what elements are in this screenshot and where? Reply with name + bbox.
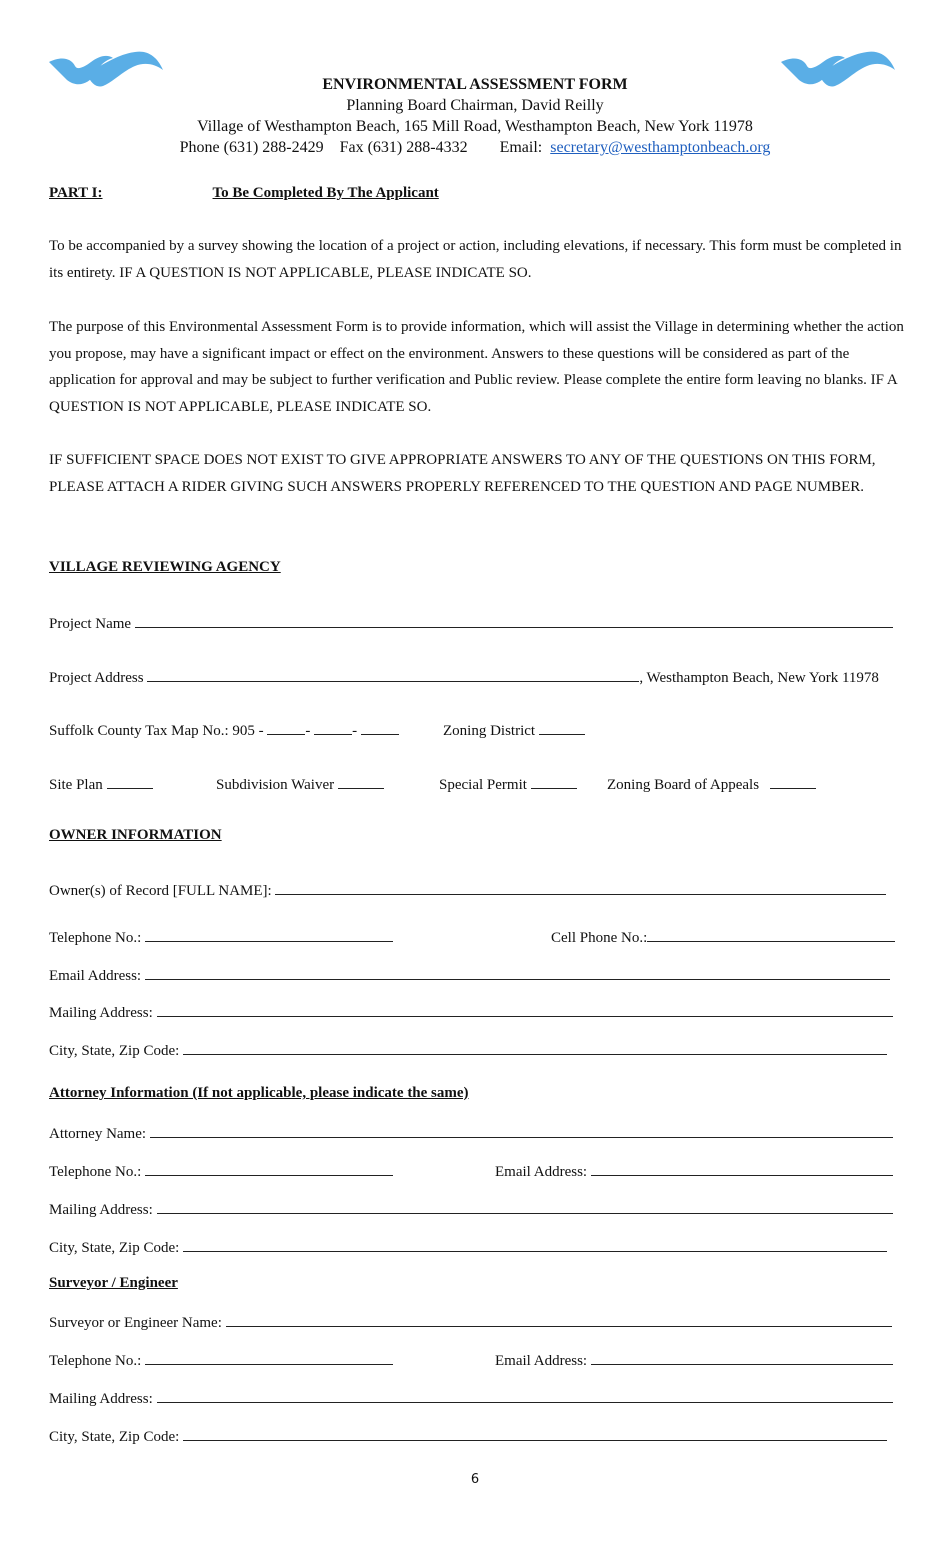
project-name-input[interactable] <box>135 613 893 628</box>
part1-title: To Be Completed By The Applicant <box>212 185 439 201</box>
attorney-mailing-row <box>49 1199 893 1219</box>
attorney-city-input[interactable] <box>183 1237 887 1252</box>
tax-map-label: Suffolk County Tax Map No.: 905 - <box>49 723 264 739</box>
attorney-telephone-row <box>49 1161 393 1181</box>
owner-mailing-row <box>49 1002 893 1022</box>
tax-map-dash-2: - <box>352 723 358 739</box>
surveyor-telephone-input[interactable] <box>145 1350 393 1365</box>
tax-map-dash: - <box>305 723 311 739</box>
attorney-city-row <box>49 1237 887 1257</box>
owner-cell-row <box>551 927 895 947</box>
attorney-telephone-label: Telephone No.: <box>49 1164 142 1180</box>
surveyor-name-input[interactable] <box>226 1312 892 1327</box>
owner-name-input[interactable] <box>275 880 886 895</box>
surveyor-city-label: City, State, Zip Code: <box>49 1429 180 1445</box>
zba-row <box>607 774 816 794</box>
attorney-heading: Attorney Information (If not applicable, please indicate the same) <box>49 1085 469 1101</box>
special-permit-label: Special Permit <box>439 777 527 793</box>
surveyor-email-label: Email Address: <box>495 1353 588 1369</box>
surveyor-mailing-input[interactable] <box>157 1388 893 1403</box>
rider-paragraph: IF SUFFICIENT SPACE DOES NOT EXIST TO GIVE APPROPRIATE ANSWERS TO ANY OF THE QUESTIONS ON THIS FORM, PLEASE ATTACH A RIDER GIVING SUCH ANSWERS PROPERLY REFERENCED TO THE QUESTION AND PAGE NUMBER. <box>49 452 876 495</box>
owner-email-input[interactable] <box>145 965 890 980</box>
tax-map-section-input[interactable] <box>267 720 305 735</box>
special-permit-input[interactable] <box>531 774 577 789</box>
owner-city-row <box>49 1040 887 1060</box>
owner-email-label: Email Address: <box>49 968 142 984</box>
surveyor-name-label: Surveyor or Engineer Name: <box>49 1315 222 1331</box>
part1-label: PART I: <box>49 185 103 201</box>
attorney-telephone-input[interactable] <box>145 1161 393 1176</box>
page-number: 6 <box>470 1472 480 1487</box>
site-plan-row <box>49 774 153 794</box>
village-address: Village of Westhampton Beach, 165 Mill Road, Westhampton Beach, New York 11978 <box>197 118 753 135</box>
owner-mailing-label: Mailing Address: <box>49 1005 153 1021</box>
owner-cell-input[interactable] <box>647 927 895 942</box>
owner-email-row <box>49 965 890 985</box>
surveyor-mailing-row <box>49 1388 893 1408</box>
site-plan-input[interactable] <box>107 774 153 789</box>
surveyor-telephone-row <box>49 1350 393 1370</box>
attorney-name-label: Attorney Name: <box>49 1126 147 1142</box>
zba-label: Zoning Board of Appeals <box>607 777 760 793</box>
attorney-email-label: Email Address: <box>495 1164 588 1180</box>
project-name-label: Project Name <box>49 616 132 632</box>
site-plan-label: Site Plan <box>49 777 103 793</box>
intro-paragraph: To be accompanied by a survey showing the location of a project or action, including elevations, if necessary. This form must be completed in its entirety. IF A QUESTION IS NOT APPLICABLE, PLEASE INDICATE SO. <box>49 238 902 281</box>
owner-city-input[interactable] <box>183 1040 887 1055</box>
attorney-name-input[interactable] <box>150 1123 893 1138</box>
zba-input[interactable] <box>770 774 816 789</box>
surveyor-heading: Surveyor / Engineer <box>49 1275 178 1291</box>
surveyor-name-row <box>49 1312 892 1332</box>
surveyor-telephone-label: Telephone No.: <box>49 1353 142 1369</box>
tax-map-block-input[interactable] <box>314 720 352 735</box>
surveyor-mailing-label: Mailing Address: <box>49 1391 153 1407</box>
project-address-label: Project Address <box>49 670 144 686</box>
attorney-email-input[interactable] <box>591 1161 893 1176</box>
owner-telephone-input[interactable] <box>145 927 393 942</box>
tax-map-row <box>49 720 399 740</box>
attorney-name-row <box>49 1123 893 1143</box>
surveyor-city-input[interactable] <box>183 1426 887 1441</box>
tax-map-lot-input[interactable] <box>361 720 399 735</box>
agency-heading: VILLAGE REVIEWING AGENCY <box>49 559 281 575</box>
owner-heading: OWNER INFORMATION <box>49 827 222 843</box>
form-title: ENVIRONMENTAL ASSESSMENT FORM <box>322 76 628 93</box>
owner-telephone-label: Telephone No.: <box>49 930 142 946</box>
email-link[interactable]: secretary@westhamptonbeach.org <box>550 139 771 156</box>
fax-number: Fax (631) 288-4332 <box>339 139 468 156</box>
purpose-paragraph: The purpose of this Environmental Assessment Form is to provide information, which will assist the Village in determining whether the action you propose, may have a significant impact or effect on the environment. Answers to these questions will be considered as part of the application for approval and may be subject to further verification and Public review. Please complete the entire form leaving no blanks. IF A QUESTION IS NOT APPLICABLE, PLEASE INDICATE SO. <box>49 319 904 416</box>
project-address-suffix: , Westhampton Beach, New York 11978 <box>639 670 879 686</box>
contact-line <box>0 137 950 158</box>
project-name-row <box>49 613 893 633</box>
phone-number: Phone (631) 288-2429 <box>179 139 324 156</box>
zoning-district-input[interactable] <box>539 720 585 735</box>
zoning-district-row <box>443 720 585 740</box>
owner-cell-label: Cell Phone No.: <box>551 930 648 946</box>
chairman-line: Planning Board Chairman, David Reilly <box>346 97 604 114</box>
owner-city-label: City, State, Zip Code: <box>49 1043 180 1059</box>
part1-heading <box>49 185 439 202</box>
subdivision-waiver-input[interactable] <box>338 774 384 789</box>
owner-name-label: Owner(s) of Record [FULL NAME]: <box>49 883 272 899</box>
attorney-city-label: City, State, Zip Code: <box>49 1240 180 1256</box>
special-permit-row <box>439 774 577 794</box>
subdivision-waiver-label: Subdivision Waiver <box>216 777 335 793</box>
project-address-row <box>49 667 879 687</box>
surveyor-email-input[interactable] <box>591 1350 893 1365</box>
attorney-mailing-label: Mailing Address: <box>49 1202 153 1218</box>
project-address-input[interactable] <box>147 667 639 682</box>
attorney-mailing-input[interactable] <box>157 1199 893 1214</box>
email-label: Email: <box>499 139 543 156</box>
owner-name-row <box>49 880 886 900</box>
surveyor-email-row <box>495 1350 893 1370</box>
attorney-email-row <box>495 1161 893 1181</box>
surveyor-city-row <box>49 1426 887 1446</box>
owner-mailing-input[interactable] <box>157 1002 893 1017</box>
subdivision-waiver-row <box>216 774 384 794</box>
owner-telephone-row <box>49 927 393 947</box>
zoning-district-label: Zoning District <box>443 723 536 739</box>
